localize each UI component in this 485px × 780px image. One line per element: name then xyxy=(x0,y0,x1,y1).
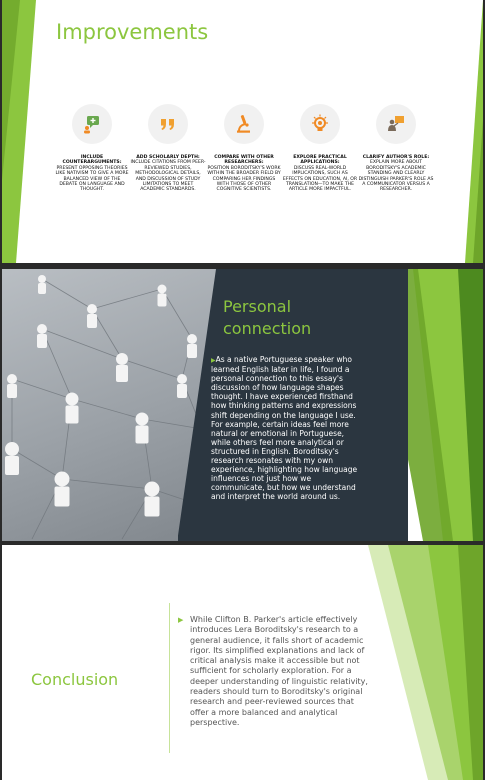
vertical-divider xyxy=(169,603,170,753)
slide-body: ▶ While Clifton B. Parker's article effectively introduces Lera Boroditsky's research to a general audience, it falls short of academic rigor. Its simplified explanations and lack of critical analysis make it accessible but not sufficient for scholarly exploration. For a deeper understanding of linguistic relativity, readers should turn to Boroditsky's original research and peer-reviewed sources that offer a more balanced and analytical perspective. xyxy=(178,615,368,727)
improvement-caption: COMPARE WITH OTHER RESEARCHERS: POSITION BORODITSKY'S WORK WITHIN THE BROADER FIELD BY COMPARING HER FINDINGS WITH THOSE OF OTHER COGNITIVE SCIENTISTS. xyxy=(207,155,281,193)
bullet-arrow-icon: ▶ xyxy=(178,616,184,624)
improvement-item xyxy=(130,104,206,193)
right-green-accent xyxy=(368,545,483,780)
icon-circle xyxy=(224,104,264,144)
microscope-icon xyxy=(234,114,254,134)
improvement-item xyxy=(54,104,130,193)
slide-body: ▶As a native Portuguese speaker who learned English later in life, I found a personal connection to this essay's discussion of how language shapes thought. I have experienced firsthand how thinking patterns and expressions shift depending on the language I use. For example, certain ideas feel more natural or emotional in Portuguese, while others feel more analytical or structured in English. Boroditsky's research resonates with my own experience, highlighting how language influences not just how we communicate, but how we understand and interpret the world around us. xyxy=(211,355,358,502)
improvement-item xyxy=(358,104,434,193)
improvement-caption: ADD SCHOLARLY DEPTH: INCLUDE CITATIONS FROM PEER-REVIEWED STUDIES, METHODOLOGICAL DETAILS, AND DISCUSSION OF STUDY LIMITATIONS TO MEET ACADEMIC STANDARDS. xyxy=(130,155,206,193)
slide-title: Personal connection xyxy=(223,297,312,338)
presenter-icon xyxy=(386,114,406,134)
lightbulb-gear-icon xyxy=(310,114,330,134)
slide-personal-connection xyxy=(2,269,483,541)
improvement-item xyxy=(282,104,358,193)
speech-bubble-plus-icon xyxy=(82,114,102,134)
improvement-caption: CLARIFY AUTHOR'S ROLE: EXPLAIN MORE ABOUT BORODITSKY'S ACADEMIC STANDING AND CLEARLY DISTINGUISH PARKER'S ROLE AS A COMMUNICATOR VERSUS A RESEARCHER. xyxy=(358,155,434,193)
bullet-arrow-icon: ▶ xyxy=(211,357,216,364)
left-green-accent xyxy=(2,0,62,263)
icon-circle xyxy=(72,104,112,144)
slide-improvements xyxy=(2,0,483,263)
quote-icon xyxy=(159,115,177,133)
icon-circle xyxy=(376,104,416,144)
improvement-items xyxy=(54,104,434,193)
slide-conclusion xyxy=(2,545,483,780)
improvement-item xyxy=(206,104,282,193)
slide-title: Conclusion xyxy=(31,670,119,689)
icon-circle xyxy=(148,104,188,144)
slide-title: Improvements xyxy=(56,20,209,44)
improvement-caption: EXPLORE PRACTICAL APPLICATIONS: DISCUSS REAL-WORLD IMPLICATIONS, SUCH AS EFFECTS ON EDUCATION, AI, OR TRANSLATION—TO MAKE THE ARTICLE MORE IMPACTFUL. xyxy=(282,155,358,193)
icon-circle xyxy=(300,104,340,144)
improvement-caption: INCLUDE COUNTERARGUMENTS: PRESENT OPPOSING THEORIES LIKE NATIVISM TO GIVE A MORE BALANCED VIEW OF THE DEBATE ON LANGUAGE AND THOUGHT. xyxy=(55,155,129,193)
right-green-accent xyxy=(443,0,483,263)
